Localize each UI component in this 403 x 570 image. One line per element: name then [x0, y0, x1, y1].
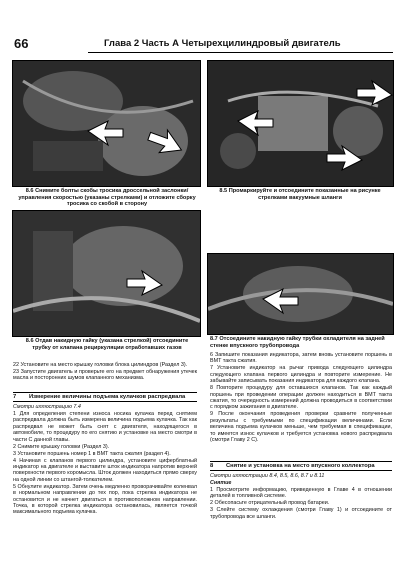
section-8-heading	[210, 461, 392, 471]
header-rule	[88, 52, 393, 53]
s7-para-4: 4 Начиная с клапанов первого цилиндра, установите циферблатный индикатор на двигателе и выставите шток индикатора напротив верхней поверхности первого коромысла. Шток должен находиться прямо сверху на одной линии со штангой-толкателем.	[13, 457, 197, 483]
para-8: 8 Повторите процедуру для оставшихся клапанов. Так как каждый поршень при проведении операции должен находиться в ВМТ такта сжатия, то очередность измерений должна проводиться в соответствии с порядком зажигания в двигателе.	[210, 385, 392, 411]
section-8-removal: Снятие	[210, 480, 232, 486]
caption-8-5: 8.5 Промаркируйте и отсоедините показанные на рисунке стрелками вакуумные шланги	[219, 188, 381, 201]
para-22: 22 Установите на место крышку головки блока цилиндров (Раздел 3).	[13, 362, 188, 368]
section-8-title: Снятие и установка на место впускного коллектора	[226, 463, 375, 469]
para-23: 23 Запустите двигатель и проверьте его на предмет обнаружения утечек масла и посторонних шумов клапанного механизма.	[13, 369, 197, 382]
s7-para-1: 1 Для определения степени износа носика кулачка перед снятием распредвала должна быть измерена величина подъема кулачка. Так как распредвал не может быть снят с двигателя, находящегося в автомобиле, то процедуру по его снятию и установке на место смотри в части С данной главы.	[13, 411, 197, 443]
section-7-heading	[13, 392, 197, 402]
s7-para-5: 5 Обнулите индикатор. Затем очень медленно проворачивайте коленвал в нормальном направлении до тех пор, пока стрелка индикатора не остановится и не начнет двигаться в противоположном направлении. Точка, в которой стрелка индикатора остановилась, является точкой максимального подъема кулачка.	[13, 483, 197, 516]
section-7-title: Измерение величины подъема кулачков распредвала	[29, 394, 186, 400]
left-column	[13, 362, 197, 382]
s8-para-2: 2 Обесопасьте отрицательный провод батареи.	[210, 500, 330, 507]
s8-para-1: 1 Просмотрите информацию, приведенную в Главе 4 в отношении деталей в топливной системе.	[210, 487, 392, 500]
photo-8-5-vacuum-hoses	[207, 60, 394, 187]
section-8-number: 8	[210, 463, 214, 469]
caption-8-6-egr: 8.6 Отдав накидную гайку (указана стрелкой) отсоедините трубку от клапана рециркуляции отработавших газов	[25, 338, 189, 351]
caption-8-7: 8.7 Отсоедините накидную гайку трубки охладителя на задней стенке впускного трубопровода	[210, 336, 385, 349]
chapter-title: Глава 2 Часть А Четырехцилиндровый двигатель	[104, 38, 341, 49]
para-7: 7 Установите индикатор на рычаг привода следующего цилиндра следующего клапана первого цилиндра и повторите измерение. Не забывайте записывать показания индикатора для каждого клапана.	[210, 365, 392, 385]
caption-8-6-top: 8.6 Снимите болты скобы тросика дроссельной заслонки/управления скоростью (указаны стрелками) и отложите сборку тросика со скобой в сторону	[18, 188, 196, 208]
section-7-body	[13, 404, 197, 516]
s7-para-2: 2 Снимите крышку головки (Раздел 3).	[13, 443, 110, 450]
para-6: 6 Запишите показания индикатора, затем вновь установите поршень в ВМТ такта сжатия.	[210, 352, 392, 365]
photo-8-6-egr-tube	[12, 210, 201, 337]
para-9: 9 После окончания проведения проверки сравните полученные результаты с требуемыми по спецификации величинами. Если величина подъема кулачков меньше, чем требуемая в спецификации, то имеется износ кулачков и требуется установка нового распредвала (смотри Главу 2 С).	[210, 411, 392, 444]
s7-para-3: 3 Установите поршень номер 1 в ВМТ такта сжатия (раздел 4).	[13, 450, 171, 457]
section-7-see: Смотри иллюстрацию 7.4	[13, 404, 81, 410]
page-number: 66	[14, 36, 29, 51]
section-7-number: 7	[13, 394, 17, 400]
right-column	[210, 352, 392, 444]
photo-8-7-cooler-pipe	[207, 253, 394, 335]
s8-para-3: 3 Слейте систему охлаждения (смотри Главу 1) и отсоедините от трубопровода все шланги.	[210, 507, 392, 520]
photo-8-6-throttle-cable	[12, 60, 201, 187]
section-8-body	[210, 473, 392, 521]
section-8-see: Смотри иллюстрации 8.4, 8.5, 8.6, 8.7 и 8.11	[210, 473, 325, 479]
